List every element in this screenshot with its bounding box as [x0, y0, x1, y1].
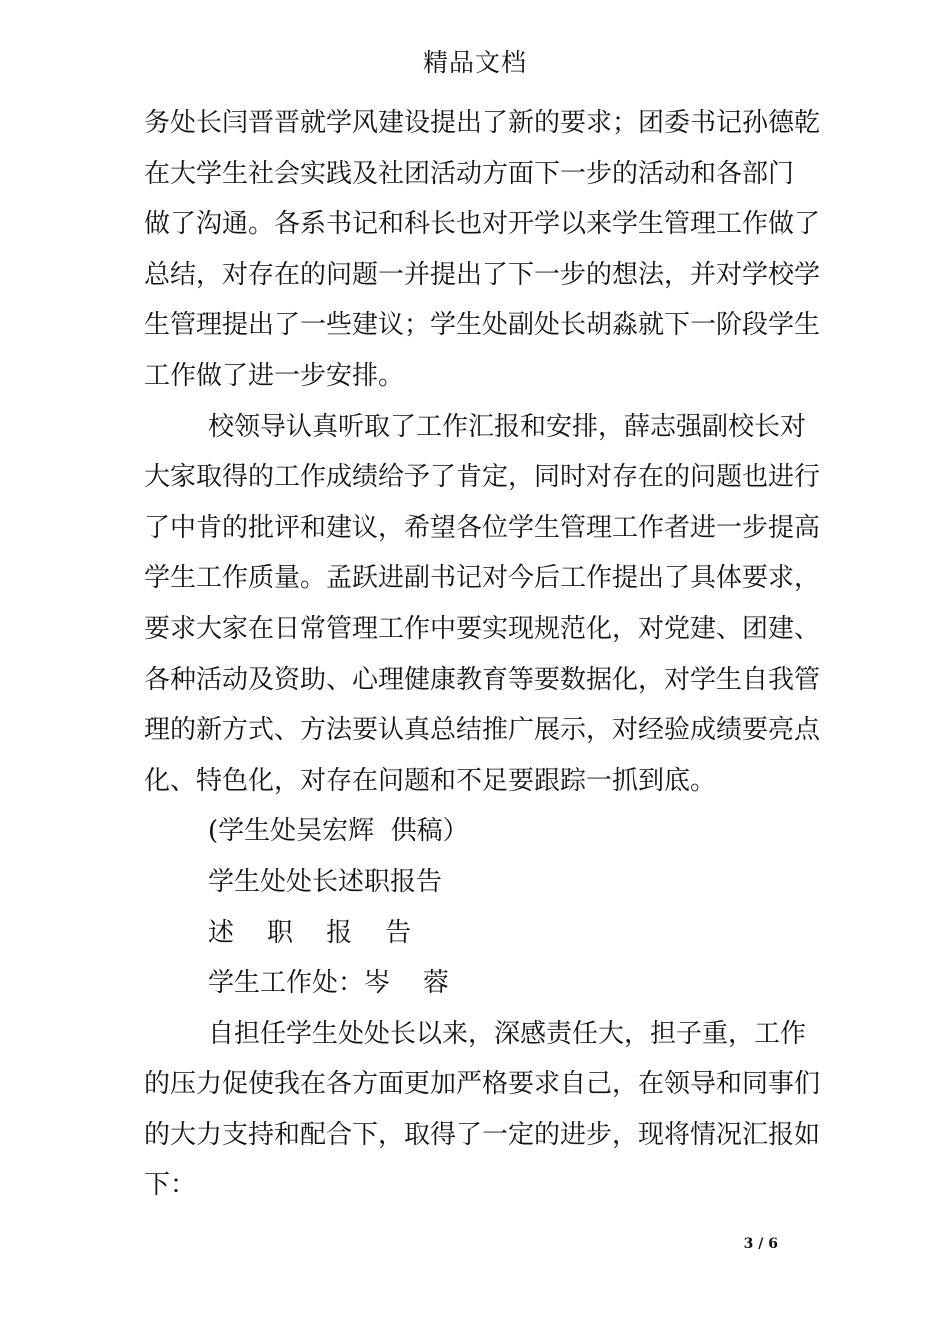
- paragraph-first-line: 自担任学生处处长以来，深感责任大，担子重，工作: [208, 1018, 807, 1049]
- text-line: 要求大家在日常管理工作中要实现规范化，对党建、团建、: [144, 613, 821, 644]
- contributor-credit: (学生处吴宏辉 供稿）: [208, 816, 469, 847]
- report-title: 学生处处长述职报告: [208, 866, 443, 897]
- text-line: 的压力促使我在各方面更加严格要求自己，在领导和同事们: [144, 1069, 821, 1100]
- text-line: 学生工作质量。孟跃进副书记对今后工作提出了具体要求，: [144, 563, 821, 594]
- text-line: 做了沟通。各系书记和科长也对开学以来学生管理工作做了: [144, 209, 821, 240]
- text-line: 在大学生社会实践及社团活动方面下一步的活动和各部门: [144, 158, 795, 189]
- page-header: 精品文档: [422, 48, 527, 77]
- page-number: 3 / 6: [743, 1236, 778, 1252]
- text-line: 务处长闫晋晋就学风建设提出了新的要求；团委书记孙德乾: [144, 108, 821, 138]
- text-line: 各种活动及资助、心理健康教育等要数据化，对学生自我管: [144, 664, 821, 695]
- report-author: 学生工作处：岑 蓉: [208, 968, 450, 999]
- text-line: 生管理提出了一些建议；学生处副处长胡淼就下一阶段学生: [144, 310, 821, 341]
- text-line: 总结，对存在的问题一并提出了下一步的想法，并对学校学: [144, 259, 821, 290]
- paragraph-first-line: 校领导认真听取了工作汇报和安排，薛志强副校长对: [208, 411, 807, 442]
- report-heading: 述 职 报 告: [208, 917, 412, 948]
- text-line: 大家取得的工作成绩给予了肯定，同时对存在的问题也进行: [144, 462, 821, 493]
- text-line: 理的新方式、方法要认真总结推广展示，对经验成绩要亮点: [144, 715, 821, 746]
- text-line: 了中肯的批评和建议，希望各位学生管理工作者进一步提高: [144, 512, 821, 543]
- document-body: [144, 98, 821, 1211]
- text-line: 下：: [144, 1170, 197, 1201]
- text-line: 工作做了进一步安排。: [144, 360, 405, 391]
- text-line: 化、特色化，对存在问题和不足要跟踪一抓到底。: [144, 765, 717, 796]
- text-line: 的大力支持和配合下，取得了一定的进步，现将情况汇报如: [144, 1119, 821, 1150]
